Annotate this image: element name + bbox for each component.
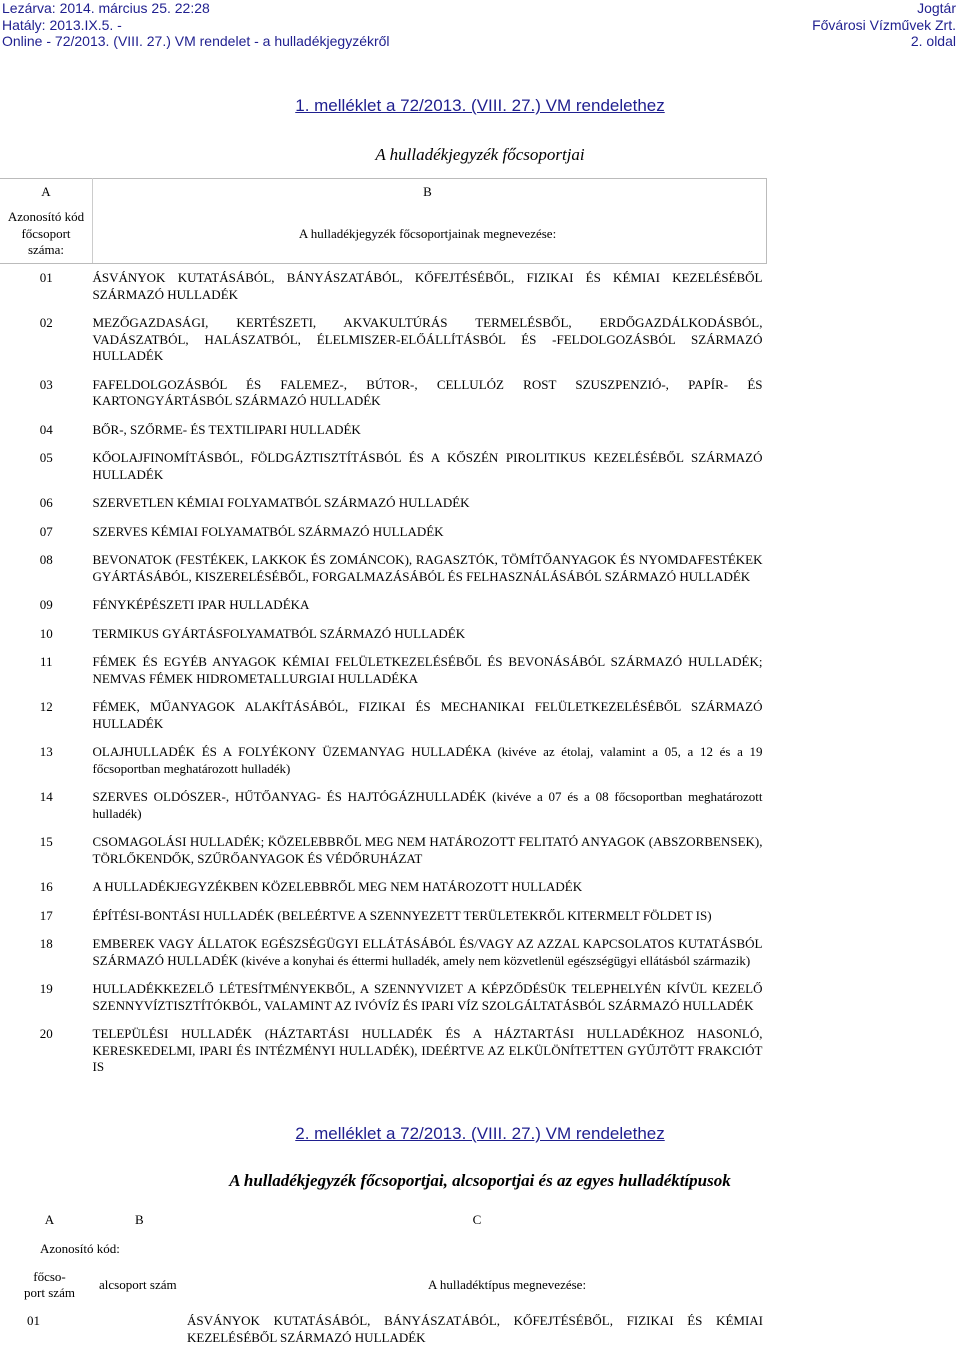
main-group-code: 19 [39,981,53,996]
document-header-left [2,0,390,50]
main-group-code: 08 [39,552,53,567]
main-group-code: 16 [39,879,53,894]
main-group-name: FÉMEK ÉS EGYÉB ANYAGOK KÉMIAI FELÜLETKEZELÉSÉBŐL ÉS BEVONÁSÁBÓL SZÁRMAZÓ HULLADÉK; NEMVAS FÉMEK HIDROMETALLURGIAI HULLADÉKA [92,654,763,686]
table-row [0,489,767,518]
column-a-letter: A [44,1212,55,1227]
sub-group-code [99,1307,187,1346]
header-online-title: Online - 72/2013. (VIII. 27.) VM rendelet - a hulladékjegyzékről [2,33,390,49]
table-row [0,648,767,693]
waste-type-name-header: A hulladéktípus megnevezése: [427,1276,587,1292]
table-row [0,416,767,445]
table-row [0,309,767,371]
main-group-name: ÉPÍTÉSI-BONTÁSI HULLADÉK (BELEÉRTVE A SZENNYEZETT TERÜLETEKRŐL KITERMELT FÖLDET IS) [92,907,712,923]
main-group-code: 04 [39,421,53,437]
main-group-code: 05 [39,450,53,465]
column-a-header [0,205,93,264]
table-row [0,902,767,931]
main-group-header-line: főcso- [33,1268,66,1284]
table-row [0,546,767,591]
table-row [0,738,767,783]
main-group-name: FÉNYKÉPÉSZETI IPAR HULLADÉKA [92,597,310,612]
document-header-right [812,0,956,50]
main-group-code: 13 [39,744,53,759]
table-row [0,783,767,828]
sub-group-number-header: alcsoport szám [99,1276,177,1292]
column-a-header-line: Azonosító kód [7,209,85,225]
table-row [0,264,767,310]
main-group-number-header [0,1263,99,1307]
main-group-name: OLAJHULLADÉK ÉS A FOLYÉKONY ÜZEMANYAG HULLADÉKA (kivéve az étolaj, valamint a 05, a 12 és a 19 főcsoportban meghatározott hulladék) [92,744,763,776]
main-group-name: SZERVES OLDÓSZER-, HŰTŐANYAG- ÉS HAJTÓGÁZHULLADÉK (kivéve a 07 és a 08 főcsoportban meghatározott hulladék) [92,789,763,821]
main-group-name: SZERVETLEN KÉMIAI FOLYAMATBÓL SZÁRMAZÓ HULLADÉK [92,495,470,510]
main-group-name: HULLADÉKKEZELŐ LÉTESÍTMÉNYEKBŐL, A SZENNYVIZET A KÉPZŐDÉSÜK TELEPHELYÉN KÍVÜL KEZELŐ SZENNYVÍZTISZTÍTÓKBÓL, VALAMINT AZ IVÓVÍZ ÉS IPARI VÍZ SZOLGÁLTATÁSBÓL SZÁRMAZÓ HULLADÉK [92,981,763,1013]
main-group-code: 11 [39,654,53,669]
header-page-number: 2. oldal [910,33,956,49]
table-row [0,1020,767,1082]
id-code-label: Azonosító kód: [40,1241,120,1256]
main-group-name: ÁSVÁNYOK KUTATÁSÁBÓL, BÁNYÁSZATÁBÓL, KŐFEJTÉSÉBŐL, FIZIKAI ÉS KÉMIAI KEZELÉSÉBŐL SZÁRMAZÓ HULLADÉK [92,270,763,302]
table-header [0,205,767,264]
column-b-header: A hulladékjegyzék főcsoportjainak megnevezése: [93,205,767,264]
table-row [0,930,767,975]
main-group-name: BEVONATOK (FESTÉKEK, LAKKOK ÉS ZOMÁNCOK), RAGASZTÓK, TÖMÍTŐANYAGOK ÉS NYOMDAFESTÉKEK GYÁRTÁSÁBÓL, KISZERELÉSÉBŐL, FORGALMAZÁSÁBÓL ÉS FELHASZNÁLÁSÁBÓL SZÁRMAZÓ HULLADÉK [92,552,763,584]
waste-types-table [0,1205,767,1346]
main-group-name: MEZŐGAZDASÁGI, KERTÉSZETI, AKVAKULTÚRÁS TERMELÉSBŐL, ERDŐGAZDÁLKODÁSBÓL, VADÁSZATBÓL, HALÁSZATBÓL, ÉLELMISZER-ELŐÁLLÍTÁSBÓL ÉS -FELDOLGOZÁSBÓL SZÁRMAZÓ HULLADÉK [92,315,763,363]
empty-cell [187,1235,767,1263]
annex-1-title[interactable]: 1. melléklet a 72/2013. (VIII. 27.) VM rendelethez [295,96,665,115]
main-group-name: TELEPÜLÉSI HULLADÉK (HÁZTARTÁSI HULLADÉK ÉS A HÁZTARTÁSI HULLADÉKHOZ HASONLÓ, KERESKEDELMI, IPARI ÉS INTÉZMÉNYI HULLADÉK), IDEÉRTVE AZ ELKÜLÖNÍTETTEN GYŰJTÖTT FRAKCIÓT IS [92,1026,763,1074]
main-group-code: 06 [39,495,53,510]
annex-2-subtitle: A hulladékjegyzék főcsoportjai, alcsoportjai és az egyes hulladéktípusok [229,1171,731,1190]
table-row [0,975,767,1020]
main-group-name: EMBEREK VAGY ÁLLATOK EGÉSZSÉGÜGYI ELLÁTÁSÁBÓL ÉS/VAGY AZ AZZAL KAPCSOLATOS KUTATÁSBÓL SZÁRMAZÓ HULLADÉK (kivéve a konyhai és éttermi hulladék, amely nem közvetlenül egészségügyi ellátásból származik) [92,936,763,968]
column-b-letter: B [93,179,767,206]
main-group-name: CSOMAGOLÁSI HULLADÉK; KÖZELEBBRŐL MEG NEM HATÁROZOTT FELITATÓ ANYAGOK (ABSZORBENSEK), TÖRLŐKENDŐK, SZŰRŐANYAGOK ÉS VÉDŐRUHÁZAT [92,834,763,866]
main-group-code: 02 [39,315,53,330]
table-row [0,591,767,620]
column-a-header-line: száma: [27,242,65,258]
main-group-code: 09 [39,597,53,612]
main-group-code: 07 [39,523,53,539]
header-effective-date: Hatály: 2013.IX.5. - [2,16,122,33]
table-row [0,518,767,547]
table-row [0,693,767,738]
main-group-code: 18 [39,936,53,951]
main-group-code: 17 [39,907,53,923]
header-locked-date: Lezárva: 2014. március 25. 22:28 [2,0,210,16]
column-b-letter [99,1205,187,1235]
main-group-name: A HULLADÉKJEGYZÉKBEN KÖZELEBBRŐL MEG NEM HATÁROZOTT HULLADÉK [92,879,583,894]
column-a-letter: A [0,179,93,206]
main-group-name: SZERVES KÉMIAI FOLYAMATBÓL SZÁRMAZÓ HULLADÉK [92,523,444,539]
table-row [0,1307,767,1346]
table-column-letters [0,179,767,206]
table-header-id [0,1235,767,1263]
table-row [0,873,767,902]
table-column-letters [0,1205,767,1235]
main-group-name: TERMIKUS GYÁRTÁSFOLYAMATBÓL SZÁRMAZÓ HULLADÉK [92,625,466,641]
main-group-code: 10 [39,625,53,641]
waste-type-name: ÁSVÁNYOK KUTATÁSÁBÓL, BÁNYÁSZATÁBÓL, KŐFEJTÉSÉBŐL, FIZIKAI ÉS KÉMIAI KEZELÉSÉBŐL SZÁRMAZÓ HULLADÉK [187,1313,763,1345]
main-group-name: FAFELDOLGOZÁSBÓL ÉS FALEMEZ-, BÚTOR-, CELLULÓZ ROST SZUSZPENZIÓ-, PAPÍR- ÉS KARTONGYÁRTÁSBÓL SZÁRMAZÓ HULLADÉK [92,376,763,408]
main-group-code: 12 [39,699,53,714]
column-a-header-line: főcsoport [21,225,71,241]
table-row [0,371,767,416]
main-group-name: BŐR-, SZŐRME- ÉS TEXTILIPARI HULLADÉK [92,421,361,437]
main-group-code: 14 [39,789,53,804]
main-group-name: FÉMEK, MŰANYAGOK ALAKÍTÁSÁBÓL, FIZIKAI ÉS MECHANIKAI FELÜLETKEZELÉSÉBŐL SZÁRMAZÓ HULLADÉK [92,699,763,731]
main-group-name: KŐOLAJFINOMÍTÁSBÓL, FÖLDGÁZTISZTÍTÁSBÓL ÉS A KŐSZÉN PIROLITIKUS KEZELÉSÉBŐL SZÁRMAZÓ HULLADÉK [92,450,763,482]
main-group-code: 01 [27,1313,40,1328]
table-row [0,444,767,489]
annex-2-title[interactable]: 2. melléklet a 72/2013. (VIII. 27.) VM rendelethez [295,1124,665,1143]
main-group-code: 20 [39,1026,53,1041]
table-header [0,1263,767,1307]
header-source: Jogtár [917,0,956,16]
table-row [0,828,767,873]
main-group-code: 01 [39,270,53,285]
main-groups-table [0,178,767,1082]
column-b-letter-text: B [135,1212,144,1227]
header-organization: Fővárosi Vízművek Zrt. [812,16,956,33]
annex-1-subtitle: A hulladékjegyzék főcsoportjai [375,145,585,164]
main-group-code: 15 [39,834,53,849]
table-row [0,620,767,649]
main-group-header-line: port szám [24,1285,75,1300]
column-c-letter: C [472,1212,482,1227]
main-group-code: 03 [39,376,53,392]
